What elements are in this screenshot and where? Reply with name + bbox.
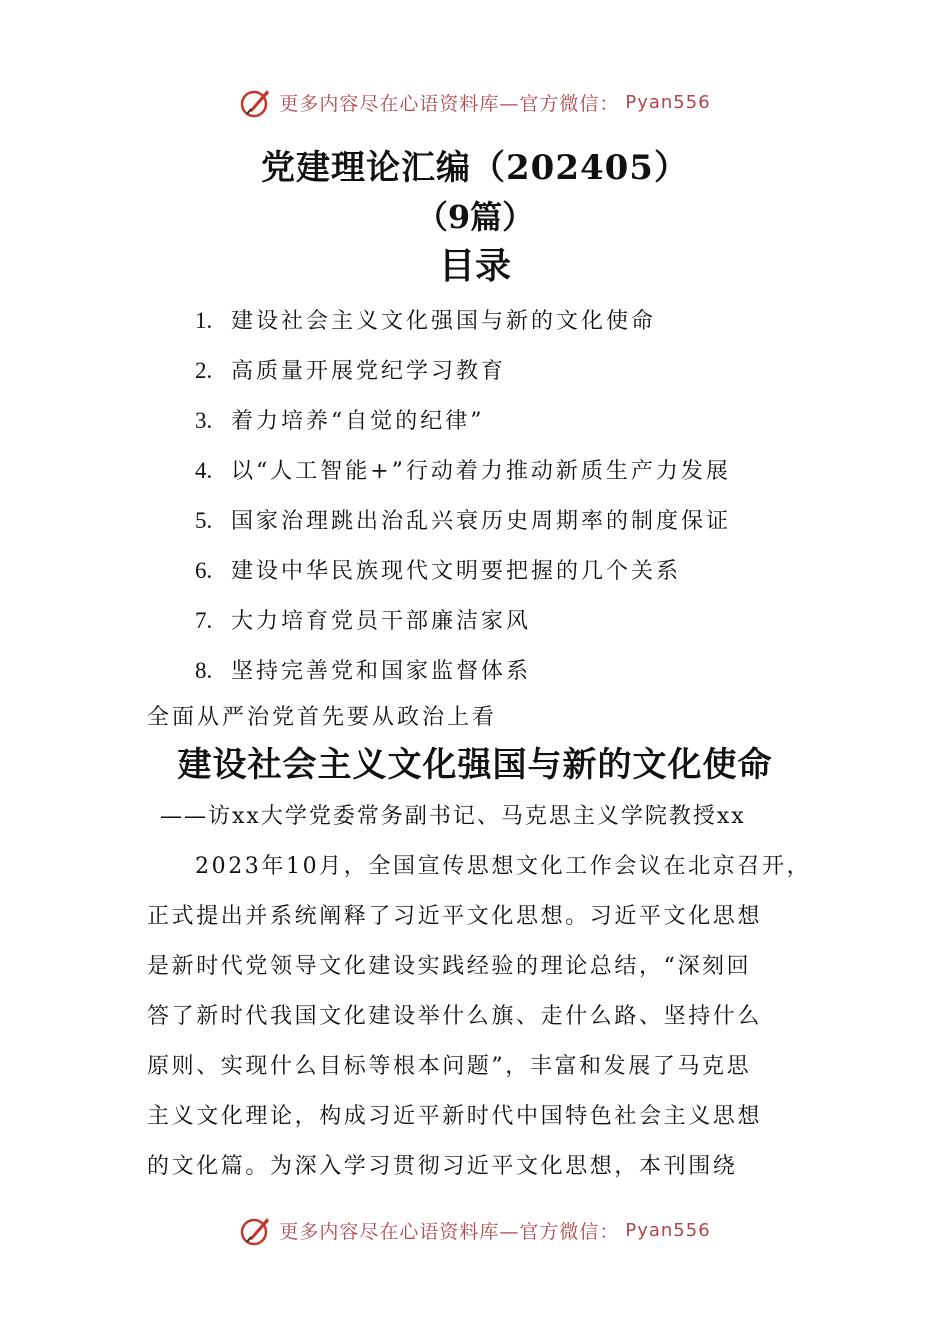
watermark-banner-top: [0, 82, 950, 122]
toc-item-label: 坚持完善党和国家监督体系: [231, 659, 532, 684]
toc-item-label: 建设中华民族现代文明要把握的几个关系: [231, 559, 682, 584]
toc-extra-item: 全面从严治党首先要从政治上看: [147, 705, 498, 730]
toc-item-number: 6.: [195, 558, 213, 583]
toc-item-label: 大力培育党员干部廉洁家风: [231, 609, 532, 634]
body-line: 原则、实现什么目标等根本问题”，丰富和发展了马克思: [147, 1054, 752, 1079]
toc-item: [195, 496, 895, 546]
toc-item-label: 国家治理跳出治乱兴衰历史周期率的制度保证: [231, 509, 732, 534]
article-body: [147, 842, 817, 1192]
toc-item-number: 7.: [195, 608, 213, 633]
watermark-wechat-id: Pyan556: [625, 91, 711, 113]
watermark-text: 更多内容尽在心语资料库—官方微信：: [279, 1220, 620, 1243]
article-title: 建设社会主义文化强国与新的文化使命: [177, 745, 773, 785]
body-line: 2023年10月，全国宣传思想文化工作会议在北京召开，: [195, 854, 812, 879]
toc-item: [195, 596, 895, 646]
toc-item-number: 4.: [195, 458, 213, 483]
toc-item-number: 8.: [195, 658, 213, 683]
body-line: 的文化篇。为深入学习贯彻习近平文化思想，本刊围绕: [147, 1154, 738, 1179]
toc-item: [195, 646, 895, 696]
toc-item-number: 3.: [195, 408, 213, 433]
body-line: 主义文化理论，构成习近平新时代中国特色社会主义思想: [147, 1104, 763, 1129]
watermark-text: 更多内容尽在心语资料库—官方微信：: [279, 92, 620, 115]
toc-item-label: 高质量开展党纪学习教育: [231, 359, 507, 384]
toc-heading: 目录: [438, 245, 511, 287]
quill-logo-icon: [239, 1213, 273, 1247]
body-line: 正式提出并系统阐释了习近平文化思想。习近平文化思想: [147, 904, 763, 929]
toc-item-number: 1.: [195, 308, 213, 333]
watermark-banner-bottom: [0, 1210, 950, 1250]
toc-item: [195, 346, 895, 396]
toc-item-label: 以“人工智能+”行动着力推动新质生产力发展: [231, 459, 731, 484]
toc-item-label: 建设社会主义文化强国与新的文化使命: [231, 309, 657, 334]
table-of-contents: [195, 296, 895, 696]
watermark-wechat-id: Pyan556: [625, 1219, 711, 1241]
toc-item: [195, 546, 895, 596]
toc-item: [195, 446, 895, 496]
document-title: 党建理论汇编（202405）: [261, 148, 689, 188]
toc-item-number: 2.: [195, 358, 213, 383]
quill-logo-icon: [239, 85, 273, 119]
toc-item: [195, 296, 895, 346]
toc-item-label: 着力培养“自觉的纪律”: [231, 409, 485, 434]
article-subtitle: ——访xx大学党委常务副书记、马克思主义学院教授xx: [160, 804, 746, 829]
toc-item-number: 5.: [195, 508, 213, 533]
body-line: 是新时代党领导文化建设实践经验的理论总结，“深刻回: [147, 954, 752, 979]
toc-item: [195, 396, 895, 446]
body-line: 答了新时代我国文化建设举什么旗、走什么路、坚持什么: [147, 1004, 763, 1029]
document-article-count: （9篇）: [415, 198, 535, 236]
